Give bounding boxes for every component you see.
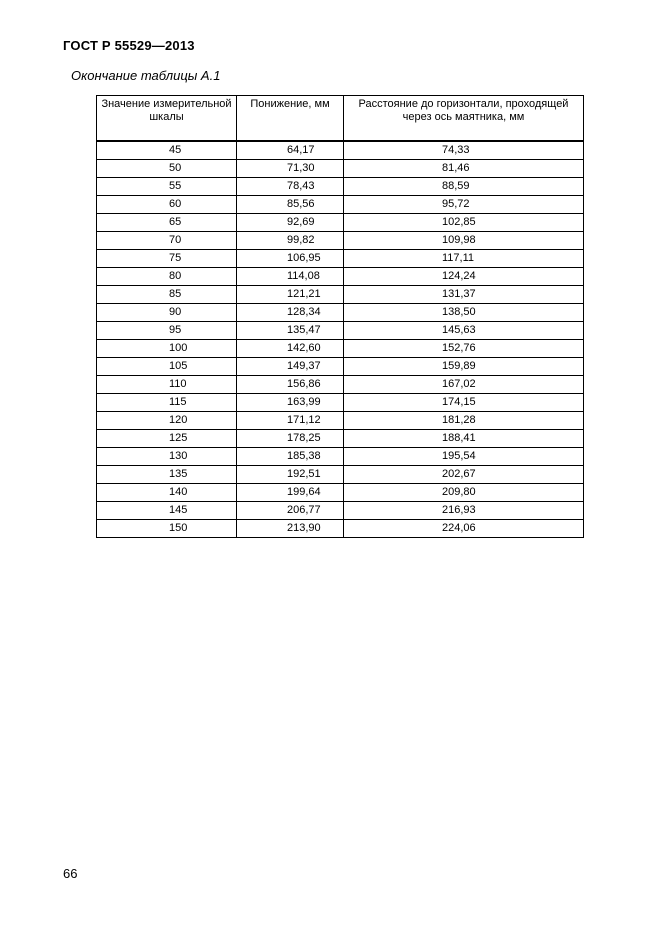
table-row (97, 214, 584, 232)
cell-drop: 64,17 (237, 141, 344, 160)
table-row (97, 412, 584, 430)
cell-scale-value: 95 (97, 322, 237, 340)
table-row (97, 520, 584, 538)
table-row (97, 340, 584, 358)
cell-drop: 114,08 (237, 268, 344, 286)
cell-distance: 167,02 (344, 376, 584, 394)
cell-scale-value: 45 (97, 141, 237, 160)
cell-distance: 138,50 (344, 304, 584, 322)
cell-drop: 178,25 (237, 430, 344, 448)
table-row (97, 502, 584, 520)
cell-distance: 195,54 (344, 448, 584, 466)
cell-distance: 181,28 (344, 412, 584, 430)
cell-scale-value: 110 (97, 376, 237, 394)
table-row (97, 466, 584, 484)
cell-drop: 99,82 (237, 232, 344, 250)
cell-scale-value: 130 (97, 448, 237, 466)
table-header-row (97, 96, 584, 142)
cell-distance: 109,98 (344, 232, 584, 250)
cell-distance: 74,33 (344, 141, 584, 160)
cell-scale-value: 65 (97, 214, 237, 232)
cell-scale-value: 150 (97, 520, 237, 538)
cell-drop: 163,99 (237, 394, 344, 412)
cell-drop: 213,90 (237, 520, 344, 538)
column-header-scale-value: Значение измерительной шкалы (97, 96, 237, 142)
cell-scale-value: 75 (97, 250, 237, 268)
table-row (97, 286, 584, 304)
cell-scale-value: 85 (97, 286, 237, 304)
table-row (97, 358, 584, 376)
cell-drop: 206,77 (237, 502, 344, 520)
cell-distance: 174,15 (344, 394, 584, 412)
cell-drop: 142,60 (237, 340, 344, 358)
cell-distance: 188,41 (344, 430, 584, 448)
cell-distance: 224,06 (344, 520, 584, 538)
table-row (97, 484, 584, 502)
cell-distance: 102,85 (344, 214, 584, 232)
page-number: 66 (63, 866, 78, 881)
cell-distance: 88,59 (344, 178, 584, 196)
data-table (96, 95, 584, 538)
cell-drop: 85,56 (237, 196, 344, 214)
cell-scale-value: 60 (97, 196, 237, 214)
table-row (97, 448, 584, 466)
cell-distance: 95,72 (344, 196, 584, 214)
cell-scale-value: 70 (97, 232, 237, 250)
cell-distance: 131,37 (344, 286, 584, 304)
cell-scale-value: 125 (97, 430, 237, 448)
table-row (97, 178, 584, 196)
cell-drop: 149,37 (237, 358, 344, 376)
table-row (97, 141, 584, 160)
cell-scale-value: 90 (97, 304, 237, 322)
cell-scale-value: 100 (97, 340, 237, 358)
cell-scale-value: 140 (97, 484, 237, 502)
table-row (97, 160, 584, 178)
cell-drop: 199,64 (237, 484, 344, 502)
table-row (97, 430, 584, 448)
cell-scale-value: 135 (97, 466, 237, 484)
cell-distance: 81,46 (344, 160, 584, 178)
column-header-drop: Понижение, мм (237, 96, 344, 142)
cell-scale-value: 50 (97, 160, 237, 178)
table-row (97, 232, 584, 250)
cell-drop: 185,38 (237, 448, 344, 466)
cell-distance: 209,80 (344, 484, 584, 502)
cell-scale-value: 115 (97, 394, 237, 412)
table-body (97, 141, 584, 538)
column-header-distance: Расстояние до горизонтали, проходящей через ось маятника, мм (344, 96, 584, 142)
cell-distance: 145,63 (344, 322, 584, 340)
table-row (97, 376, 584, 394)
cell-drop: 192,51 (237, 466, 344, 484)
cell-distance: 216,93 (344, 502, 584, 520)
cell-drop: 106,95 (237, 250, 344, 268)
cell-scale-value: 80 (97, 268, 237, 286)
table-row (97, 322, 584, 340)
cell-distance: 117,11 (344, 250, 584, 268)
cell-drop: 78,43 (237, 178, 344, 196)
cell-distance: 159,89 (344, 358, 584, 376)
table-row (97, 196, 584, 214)
table-row (97, 394, 584, 412)
cell-drop: 71,30 (237, 160, 344, 178)
cell-drop: 121,21 (237, 286, 344, 304)
cell-scale-value: 120 (97, 412, 237, 430)
cell-drop: 156,86 (237, 376, 344, 394)
cell-distance: 152,76 (344, 340, 584, 358)
document-header: ГОСТ Р 55529—2013 (63, 38, 195, 53)
cell-drop: 171,12 (237, 412, 344, 430)
table-row (97, 304, 584, 322)
cell-scale-value: 145 (97, 502, 237, 520)
cell-scale-value: 55 (97, 178, 237, 196)
table-row (97, 250, 584, 268)
cell-distance: 202,67 (344, 466, 584, 484)
cell-scale-value: 105 (97, 358, 237, 376)
cell-drop: 135,47 (237, 322, 344, 340)
table-caption: Окончание таблицы А.1 (71, 68, 221, 83)
table-row (97, 268, 584, 286)
cell-drop: 92,69 (237, 214, 344, 232)
cell-distance: 124,24 (344, 268, 584, 286)
cell-drop: 128,34 (237, 304, 344, 322)
